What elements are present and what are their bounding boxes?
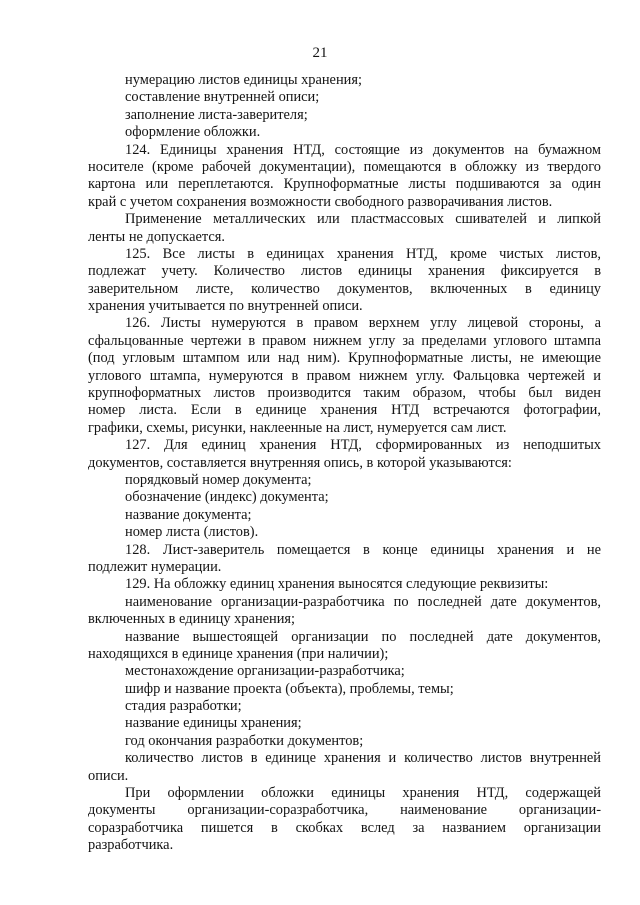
text-line: порядковый номер документа; [125, 471, 312, 488]
text-line: шифр и название проекта (объекта), проблемы, темы; [125, 680, 454, 697]
text-line: стадия разработки; [125, 698, 242, 715]
text-line: носителе (кроме рабочей документации), помещаются в обложку из твердого [88, 158, 601, 175]
text-line: (под угловым штампом или над ним). Крупноформатные листы, не имеющие [88, 350, 601, 367]
text-line: крупноформатных листов производится таким образом, чтобы был виден [88, 385, 601, 402]
text-line: край с учетом сохранения возможности свободного разворачивания листов. [88, 193, 553, 210]
text-line: сфальцованные чертежи в правом нижнем углу за пределами углового штампа [88, 332, 601, 349]
text-line: заверительном листе, количество документов, включенных в единицу [88, 280, 601, 297]
text-line: обозначение (индекс) документа; [125, 489, 329, 506]
text-line: описи. [88, 767, 129, 784]
text-line: местонахождение организации-разработчика; [125, 663, 405, 680]
text-line: название вышестоящей организации по последней дате документов, [125, 628, 601, 645]
text-line: углового штампа, нумеруются в правом нижнем углу. Фальцовка чертежей и [88, 367, 601, 384]
text-line: нумерацию листов единицы хранения; [125, 72, 362, 88]
document-body [88, 72, 601, 855]
text-line: 128. Лист-заверитель помещается в конце единицы хранения и не [125, 541, 601, 558]
text-line: подлежит нумерации. [88, 558, 222, 575]
text-line: номер листа (листов). [125, 524, 259, 541]
text-line: включенных в единицу хранения; [88, 611, 296, 628]
text-line: картона или переплетаются. Крупноформатные листы подшиваются за один [88, 176, 601, 193]
text-line: 126. Листы нумеруются в правом верхнем углу лицевой стороны, а [125, 315, 601, 332]
text-line: разработчика. [88, 837, 174, 854]
text-line: наименование организации-разработчика по последней дате документов, [125, 593, 601, 610]
text-line: 129. На обложку единиц хранения выносятся следующие реквизиты: [125, 576, 549, 593]
text-line: оформление обложки. [125, 124, 261, 141]
text-line: 124. Единицы хранения НТД, состоящие из документов на бумажном [125, 141, 601, 158]
text-line: количество листов в единице хранения и количество листов внутренней [125, 750, 601, 767]
text-line: номер листа. Если в единице хранения НТД встречаются фотографии, [88, 402, 601, 419]
text-line: соразработчика пишется в скобках вслед за названием организации [88, 819, 601, 836]
text-line: При оформлении обложки единицы хранения НТД, содержащей [125, 785, 601, 802]
text-line: находящихся в единице хранения (при наличии); [88, 645, 389, 662]
text-line: Применение металлических или пластмассовых сшивателей и липкой [125, 211, 601, 228]
text-line: 127. Для единиц хранения НТД, сформированных из неподшитых [125, 437, 601, 454]
text-line: год окончания разработки документов; [125, 732, 364, 749]
text-line: подлежат учету. Количество листов единицы хранения фиксируется в [88, 263, 601, 280]
text-line: графики, схемы, рисунки, наклеенные на лист, нумеруется сам лист. [88, 419, 507, 436]
text-line: ленты не допускается. [88, 228, 225, 245]
text-line: название единицы хранения; [125, 715, 302, 732]
text-line: документы организации-соразработчика, наименование организации- [88, 802, 601, 819]
text-line: составление внутренней описи; [125, 89, 320, 106]
text-line: 125. Все листы в единицах хранения НТД, кроме чистых листов, [125, 245, 601, 262]
text-line: название документа; [125, 506, 252, 523]
page-number: 21 [312, 45, 328, 61]
text-line: документов, составляется внутренняя опись, в которой указываются: [88, 454, 512, 471]
text-line: заполнение листа-заверителя; [125, 106, 308, 123]
text-line: хранения учитывается по внутренней описи. [88, 298, 363, 315]
